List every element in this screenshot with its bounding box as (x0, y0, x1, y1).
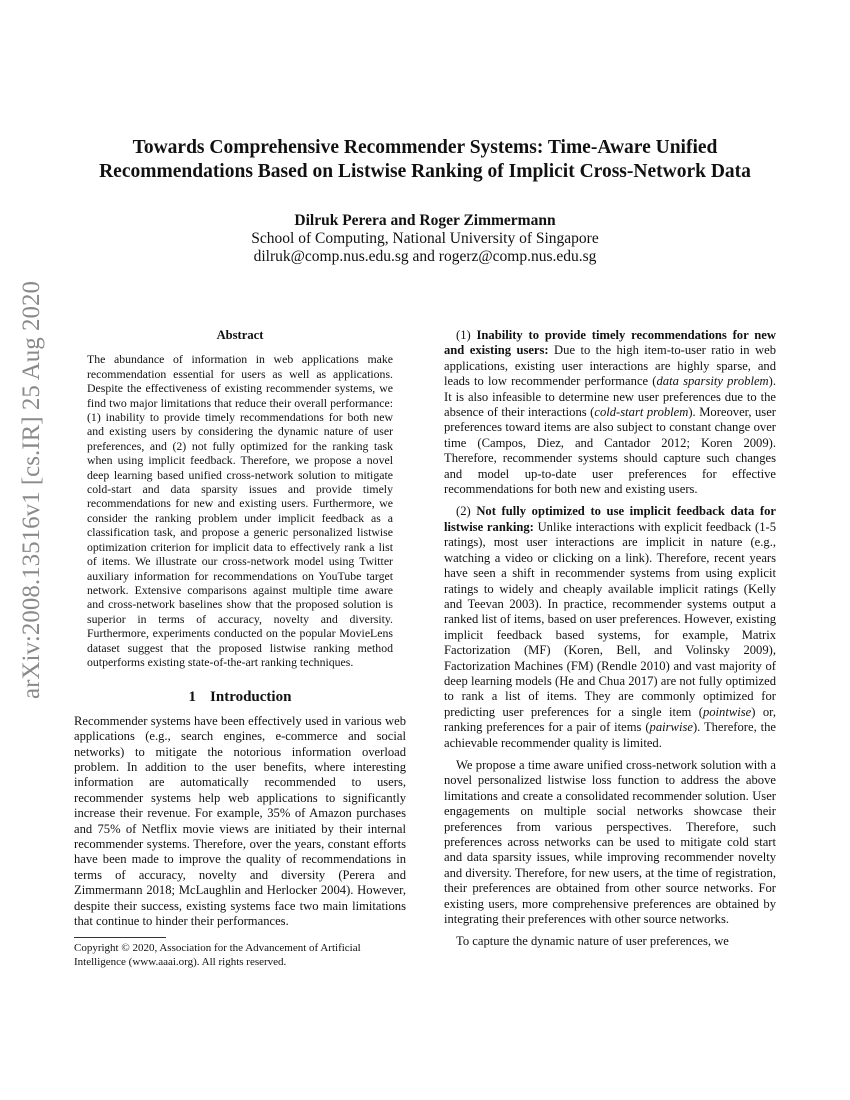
lim2-text-a: Unlike interactions with explicit feedback (1-5 ratings), most user interactions are implicit in nature (e.g., watching a video or clicking on a link). Therefore, recent years have seen a shift in recommender systems from using explicit ratings to widely and cheaply available implicit ratings (Kelly and Teevan 2003). In practice, recommender systems output a ranked list of items, based on user preferences. However, existing implicit feedback based systems, for example, Matrix Factorization (MF) (Koren, Bell, and Volinsky 2009), Factorization Machines (FM) (Rendle 2010) and vast majority of deep learning models (He and Chua 2017) are not fully optimized to rank a list of items. They are commonly optimized for predicting user preferences for a single item ( (444, 519, 776, 719)
copyright-footnote: Copyright © 2020, Association for the Advancement of Artificial Intelligence (www.aaai.org). All rights reserved. (74, 942, 361, 968)
paper-title (60, 136, 790, 184)
author-emails: dilruk@comp.nus.edu.sg and rogerz@comp.nus.edu.sg (253, 248, 597, 265)
limitation-2-paragraph (444, 504, 776, 751)
lim1-heading: Inability to provide timely recommendations for new and existing users: (444, 328, 776, 358)
footnote-rule (74, 937, 166, 938)
left-column (74, 328, 406, 969)
author-names: Dilruk Perera and Roger Zimmermann (294, 212, 556, 229)
section-title: Introduction (210, 689, 292, 706)
lim1-term-a: data sparsity problem (656, 374, 769, 389)
lim2-text-c: ). Therefore, the achievable recommender quality is limited. (444, 720, 776, 750)
arxiv-stamp: arXiv:2008.13516v1 [cs.IR] 25 Aug 2020 (18, 280, 45, 700)
lim2-text-b: ) or, ranking preferences for a pair of items ( (444, 704, 776, 735)
section-heading-introduction (74, 690, 406, 705)
lim1-term-b: cold-start problem (594, 405, 689, 420)
limitation-1-paragraph (444, 328, 776, 497)
lim2-term-b: pairwise (649, 720, 693, 735)
dynamic-preferences-paragraph: To capture the dynamic nature of user preferences, we (456, 934, 729, 949)
right-column (444, 328, 776, 950)
lim1-prefix: (1) (456, 328, 477, 342)
abstract-text: The abundance of information in web applications make recommendation essential for users as well as applications. Despite the effectiveness of existing recommender systems, we find two major limitations that reduce their overall performance: (1) inability to provide timely recommendations for both new and existing users by considering the dynamic nature of user preferences, and (2) not fully optimized for the ranking task when using implicit feedback. Therefore, we propose a novel deep learning based unified cross-network solution to mitigate cold-start and data sparsity issues and provide timely recommendations for new and existing users. Furthermore, we consider the ranking problem under implicit feedback as a classification task, and propose a generic personalized listwise optimization criterion for implicit data to effectively rank a list of items. We illustrate our cross-network model using Twitter auxiliary information for recommendations on YouTube target network. Extensive comparisons against multiple time aware and cross-network baselines show that the proposed solution is superior in terms of accuracy, novelty and diversity. Furthermore, experiments conducted on the popular MovieLens dataset suggest that the proposed listwise ranking method outperforms existing state-of-the-art ranking techniques. (87, 352, 393, 669)
intro-paragraph: Recommender systems have been effectively used in various web applications (e.g., search engines, e-commerce and social networks) to mitigate the notorious information overload problem. In addition to the user benefits, where interesting information are automatically recommended to users, recommender systems help web applications to significantly increase their revenue. For example, 35% of Amazon purchases and 75% of Netflix movie views are initiated by their internal recommender systems. Therefore, over the years, constant efforts have been made to improve the quality of recommendations in terms of accuracy, novelty and diversity (Perera and Zimmermann 2018; McLaughlin and Herlocker 2004). However, despite their success, existing systems face two main limitations that continue to hinder their performances. (74, 713, 406, 929)
title-line-2: Recommendations Based on Listwise Ranking of Implicit Cross-Network Data (99, 161, 751, 182)
lim2-prefix: (2) (456, 504, 477, 519)
abstract (87, 352, 393, 669)
lim1-text-a: Due to the high item-to-user ratio in web applications, existing user interactions are highly sparse, and leads to low recommender performance ( (444, 343, 776, 389)
affiliation: School of Computing, National University of Singapore (251, 230, 599, 247)
arxiv-sidebar (10, 280, 54, 700)
lim2-term-a: pointwise (702, 704, 752, 719)
lim1-text-b: ). It is also infeasible to determine new user preferences due to the absence of their interactions ( (444, 374, 776, 420)
lim1-text-c: ). Moreover, user preferences toward items are also subject to constant change over time (Campos, Diez, and Cantador 2012; Koren 2009). Therefore, recommender systems should capture such changes and model up-to-date user preferences for effective recommendations for both new and existing users. (444, 405, 776, 497)
author-block (60, 212, 790, 266)
title-line-1: Towards Comprehensive Recommender Systems: Time-Aware Unified (132, 137, 718, 158)
lim2-heading: Not fully optimized to use implicit feedback data for listwise ranking: (444, 504, 776, 534)
proposal-paragraph: We propose a time aware unified cross-network solution with a novel personalized listwise loss function to address the above limitations and create a consolidated recommender solution. User engagements on multiple social networks showcase their preferences from various perspectives. Therefore, such preferences across networks can be used to mitigate cold start and data sparsity issues, while improving recommender novelty and diversity. Therefore, for new users, at the time of registration, their preferences are obtained from other source networks. For existing users, more comprehensive preferences are obtained by integrating their preferences with other source networks. (444, 757, 776, 927)
abstract-heading: Abstract (216, 328, 264, 342)
section-number: 1 (188, 689, 197, 706)
